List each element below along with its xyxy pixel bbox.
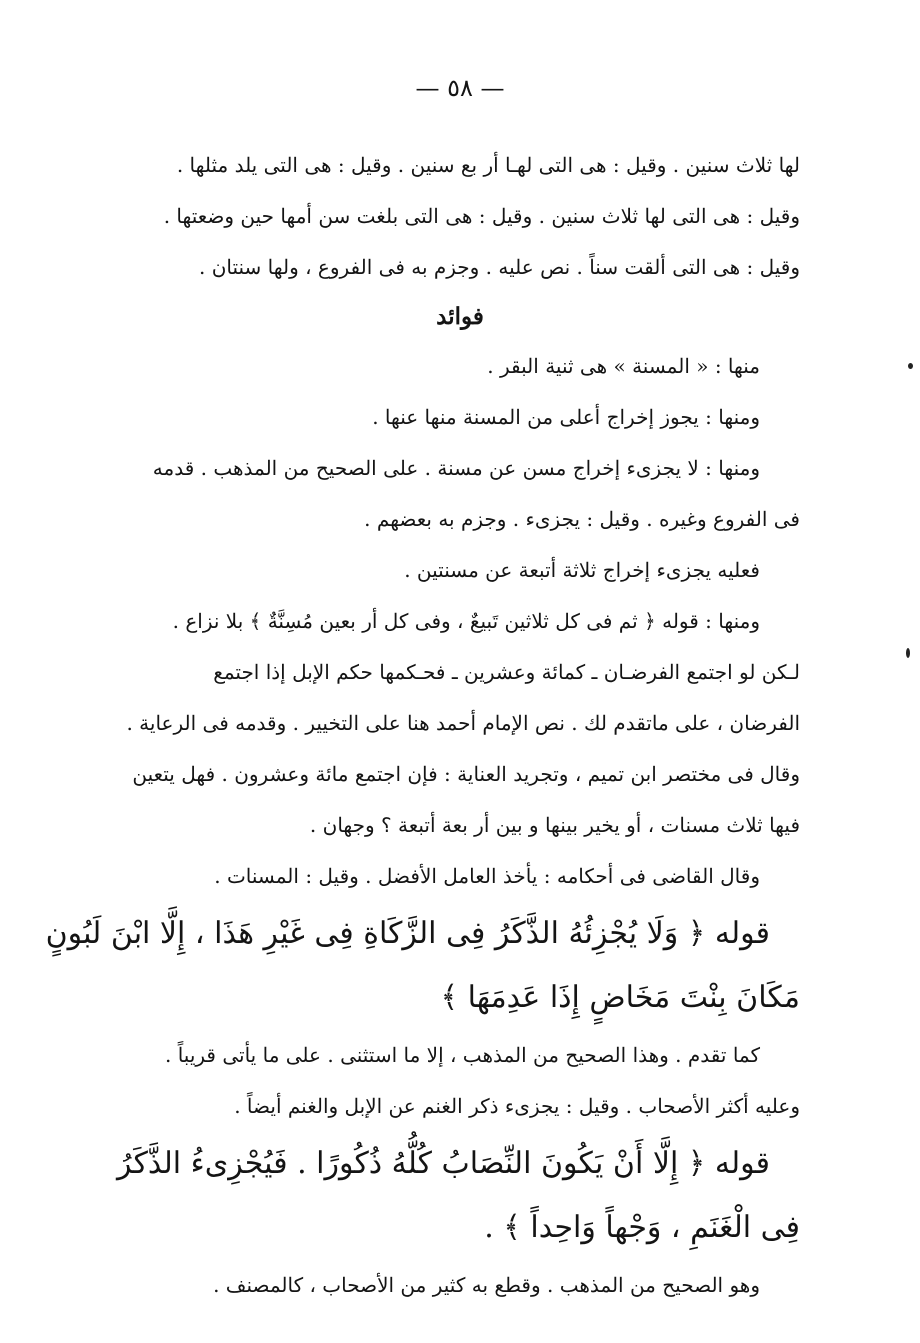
text-line: فيها ثلاث مسنات ، أو يخير بينها و بين أر بعة أتبعة ؟ وجهان .	[309, 813, 800, 837]
section-heading: فوائد	[436, 303, 484, 330]
scan-speck	[908, 363, 913, 369]
text-line: وقيل : هى التى لها ثلاث سنين . وقيل : هى التى بلغت سن أمها حين وضعتها .	[163, 204, 800, 228]
page-body	[45, 140, 800, 1311]
page-number: — ٥٨ —	[415, 74, 505, 102]
quoted-text-line: قوله ﴿ إِلَّا أَنْ يَكُونَ النِّصَابُ كُلُّهُ ذُكُورًا . فَيُجْزِىءُ الذَّكَرُ	[117, 1146, 770, 1181]
text-line: وقال فى مختصر ابن تميم ، وتجريد العناية : فإن اجتمع مائة وعشرون . فهل يتعين	[132, 762, 800, 786]
text-line: منها : « المسنة » هى ثنية البقر .	[487, 354, 760, 378]
text-line: لـكن لو اجتمع الفرضـان ـ كمائة وعشرين ـ فحـكمها حكم الإبل إذا اجتمع	[213, 660, 800, 684]
text-line: الفرضان ، على ماتقدم لك . نص الإمام أحمد هنا على التخيير . وقدمه فى الرعاية .	[126, 711, 800, 735]
quoted-text-line: قوله ﴿ وَلَا يُجْزِئُهُ الذَّكَرُ فِى الزَّكَاةِ فِى غَيْرِ هَذَا ، إِلَّا ابْنَ لَبُونٍ	[45, 916, 770, 951]
quoted-text-line: مَكَانَ بِنْتَ مَخَاضٍ إِذَا عَدِمَهَا ﴾	[440, 980, 800, 1015]
text-line: كما تقدم . وهذا الصحيح من المذهب ، إلا ما استثنى . على ما يأتى قريباً .	[164, 1043, 760, 1067]
quoted-text-line: فِى الْغَنَمِ ، وَجْهاً وَاحِداً ﴾ .	[484, 1210, 800, 1245]
text-line: لها ثلاث سنين . وقيل : هى التى لهـا أر بع سنين . وقيل : هى التى يلد مثلها .	[176, 153, 800, 177]
text-line: فعليه يجزىء إخراج ثلاثة أتبعة عن مسنتين .	[404, 558, 760, 582]
text-line: ومنها : يجوز إخراج أعلى من المسنة منها عنها .	[372, 405, 760, 429]
text-line: ومنها : لا يجزىء إخراج مسن عن مسنة . على الصحيح من المذهب . قدمه	[152, 456, 760, 480]
text-line: وقال القاضى فى أحكامه : يأخذ العامل الأفضل . وقيل : المسنات .	[214, 864, 760, 888]
text-line: وهو الصحيح من المذهب . وقطع به كثير من الأصحاب ، كالمصنف .	[213, 1273, 760, 1297]
text-line: وعليه أكثر الأصحاب . وقيل : يجزىء ذكر الغنم عن الإبل والغنم أيضاً .	[234, 1094, 800, 1118]
text-line: فى الفروع وغيره . وقيل : يجزىء . وجزم به بعضهم .	[364, 507, 800, 531]
scan-speck	[906, 648, 910, 658]
text-line: ومنها : قوله ﴿ ثم فى كل ثلاثين تَبيعٌ ، وفى كل أر بعين مُسِنَّةٌ ﴾ بلا نزاع .	[172, 609, 760, 633]
text-line: وقيل : هى التى ألقت سناً . نص عليه . وجزم به فى الفروع ، ولها سنتان .	[198, 255, 800, 279]
